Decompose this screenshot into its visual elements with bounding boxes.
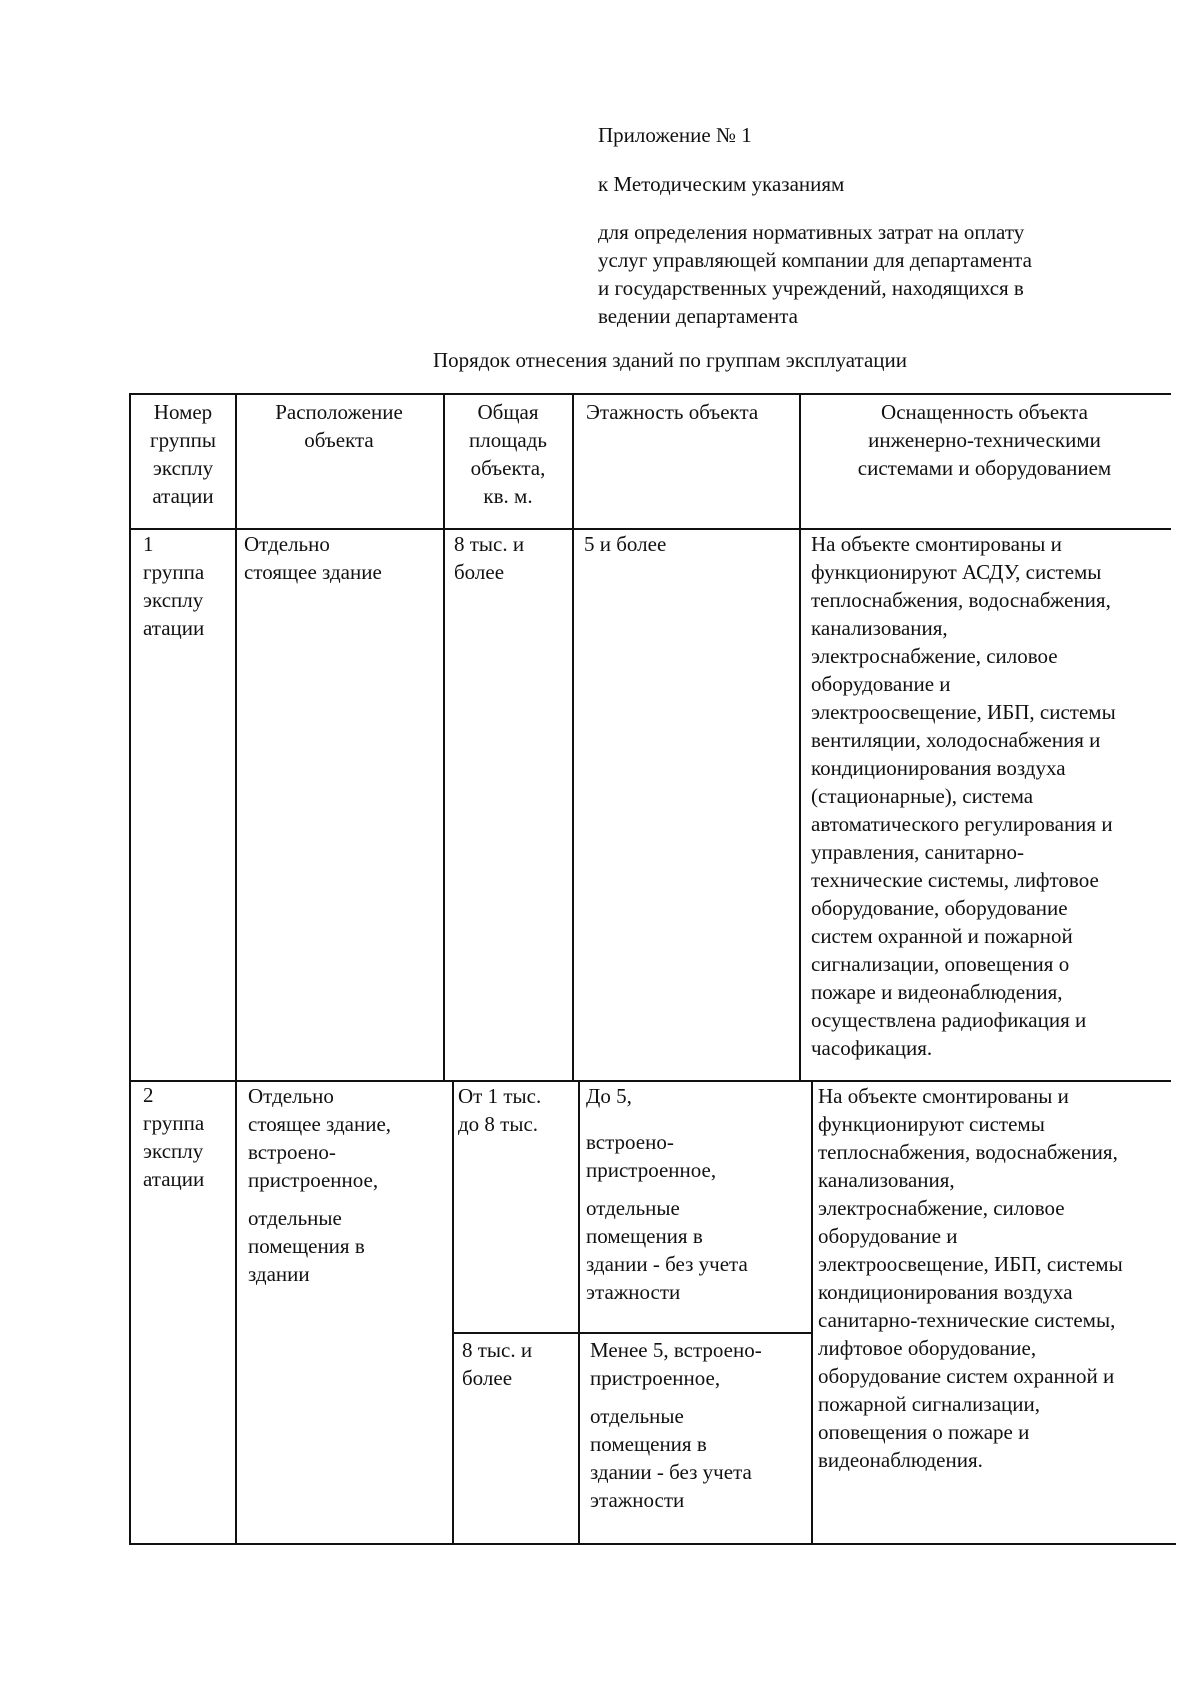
col-header-location: Расположение объекта — [275, 400, 403, 452]
row2b-floors — [590, 1336, 810, 1514]
row2-group: 2 группа эксплу атации — [143, 1083, 205, 1191]
table-top-border — [129, 393, 1171, 395]
table-title: Порядок отнесения зданий по группам эксплуатации — [433, 348, 907, 372]
row2b-area: 8 тыс. и более — [462, 1338, 533, 1390]
row1-location: Отдельно стоящее здание — [244, 532, 382, 584]
col-border-4 — [799, 393, 801, 1081]
col-border-2 — [443, 393, 445, 1081]
col-border-0 — [129, 393, 131, 1544]
row2-sub-border — [452, 1332, 812, 1334]
col-header-equipment: Оснащенность объекта инженерно-техническими системами и оборудованием — [857, 400, 1112, 480]
row2a-floors — [586, 1082, 808, 1306]
row2a-area: От 1 тыс. до 8 тыс. — [458, 1084, 542, 1136]
annex-number: Приложение № 1 — [598, 123, 752, 147]
row2-location — [248, 1082, 448, 1288]
row1-equipment: На объекте смонтированы и функционируют АСДУ, системы теплоснабжения, водоснабжения, канализования, электроснабжение, силовое оборудование и электроосвещение, ИБП, системы вентиляции, холодоснабжения и кондиционирования воздуха (стационарные), система автоматического регулирования и управления, санитарно- технические системы, лифтовое оборудование, оборудование систем охранной и пожарной сигнализации, оповещения о пожаре и видеонаблюдения, осуществлена радиофикация и часофикация. — [811, 532, 1116, 1060]
col-border-4b — [811, 1080, 813, 1544]
annex-purpose: для определения нормативных затрат на оплату услуг управляющей компании для департамента и государственных учреждений, находящихся в ведении департамента — [598, 220, 1032, 328]
row2a-floors-part3: отдельные помещения в здании - без учета этажности — [586, 1196, 748, 1304]
col-border-2b — [452, 1080, 454, 1544]
row2b-floors-part2: отдельные помещения в здании - без учета этажности — [590, 1404, 752, 1512]
col-border-1 — [235, 393, 237, 1544]
row1-area: 8 тыс. и более — [454, 532, 525, 584]
col-header-group: Номер группы эксплу атации — [150, 400, 216, 508]
col-header-floors: Этажность объекта — [586, 400, 759, 424]
row2-equipment: На объекте смонтированы и функционируют системы теплоснабжения, водоснабжения, канализования, электроснабжение, силовое оборудование и электроосвещение, ИБП, системы кондиционирования воздуха санитарно-технические системы, лифтовое оборудование, оборудование систем охранной и пожарной сигнализации, оповещения о пожаре и видеонаблюдения. — [818, 1084, 1123, 1472]
col-header-area: Общая площадь объекта, кв. м. — [469, 400, 547, 508]
row2b-floors-part1: Менее 5, встроено- пристроенное, — [590, 1338, 762, 1390]
row1-floors: 5 и более — [584, 532, 667, 556]
row2a-floors-part1: До 5, — [586, 1084, 632, 1108]
row2-location-part2: отдельные помещения в здании — [248, 1206, 365, 1286]
row2-location-part1: Отдельно стоящее здание, встроено- пристроенное, — [248, 1084, 392, 1192]
annex-reference: к Методическим указаниям — [598, 172, 845, 196]
col-border-3b — [578, 1080, 580, 1544]
table-bottom-border — [129, 1543, 1176, 1545]
row2a-floors-part2: встроено- пристроенное, — [586, 1130, 717, 1182]
col-border-3 — [572, 393, 574, 1081]
row1-group: 1 группа эксплу атации — [143, 532, 205, 640]
